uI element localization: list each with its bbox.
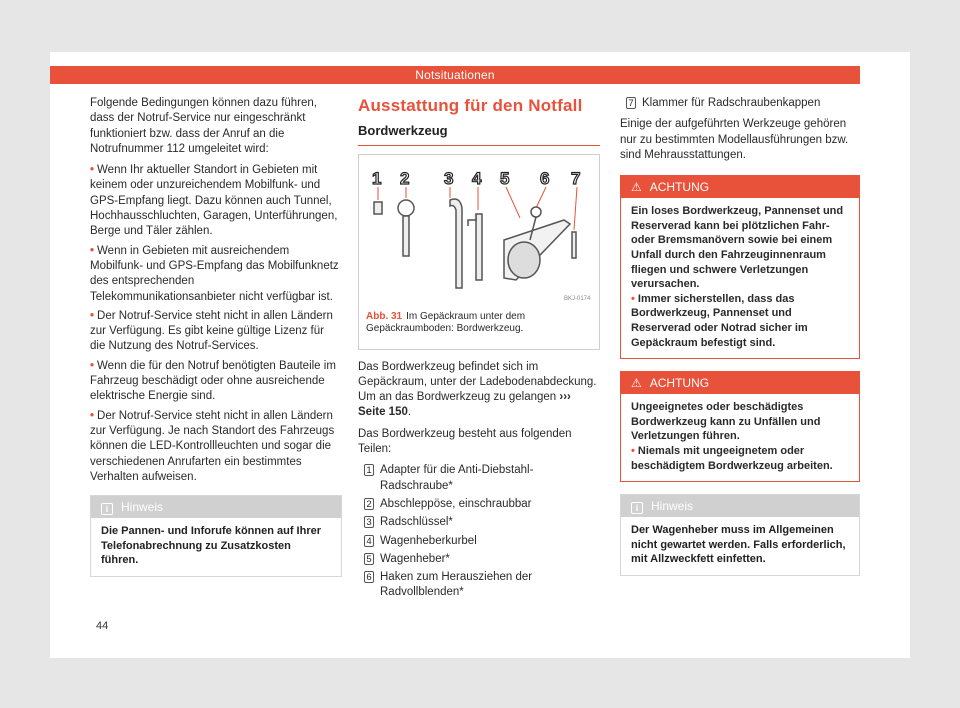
column-middle	[358, 96, 600, 604]
bullet-icon: •	[631, 292, 638, 305]
section-title: Ausstattung für den Notfall	[358, 96, 583, 115]
body-paragraph: Das Bordwerkzeug besteht aus folgenden Teilen:	[358, 427, 572, 456]
hinweis-header: i Hinweis	[91, 496, 341, 518]
bullet-icon: •	[631, 444, 638, 457]
warning-box	[620, 175, 860, 359]
warning-header: ⚠ ACHTUNG	[621, 372, 859, 394]
figure-number-3: 3	[444, 168, 454, 188]
figure-caption: Abb. 31 Im Gepäckraum unter dem Gepäckraumboden: Bordwerkzeug.	[366, 310, 526, 335]
page-number: 44	[96, 620, 109, 632]
list-item: 2 Abschleppöse, einschraubbar	[358, 497, 600, 512]
figure-code: BKJ-0174	[564, 295, 591, 302]
hinweis-box	[90, 495, 342, 577]
list-item: • Wenn in Gebieten mit ausreichendem Mobilfunk- und GPS-Empfang das Mobilfunknetz des entsprechenden Telekommunikationsanbieter nicht verfügbar ist.	[90, 244, 339, 303]
list-item: 5 Wagenheber*	[358, 552, 600, 567]
body-paragraph: Einige der aufgeführten Werkzeuge gehören nur zu bestimmten Modellausführungen bzw. sind Mehrausstattungen.	[620, 118, 849, 161]
bullet-icon: •	[90, 244, 95, 257]
list-item: • Der Notruf-Service steht nicht in allen Ländern zur Verfügung. Je nach Standort des Fahrzeugs können die LED-Kontrollleuchten und sogar die verschiedenen Anrufarten ein bestimmtes Verhalten aufweisen.	[90, 409, 335, 483]
warning-box	[620, 371, 860, 482]
list-item: • Wenn Ihr aktueller Standort in Gebieten mit keinem oder unzureichendem Mobilfunk- und GPS-Empfang liegt. Dazu können auch Tunnel, Hochhausschluchten, Garagen, Unterführungen, Berge und Täler zählen.	[90, 164, 338, 238]
figure-toolkit	[358, 154, 600, 350]
page-reference-link[interactable]: ››› Seite 150	[358, 391, 571, 419]
chapter-header: Notsituationen	[50, 66, 860, 84]
toolkit-illustration	[364, 160, 594, 305]
warning-icon: ⚠	[631, 376, 642, 391]
list-item: • Niemals mit ungeeignetem oder beschädigtem Bordwerkzeug arbeiten.	[631, 444, 833, 472]
warning-icon: ⚠	[631, 180, 642, 195]
list-item: 1 Adapter für die Anti-Diebstahl-Radschraube*	[358, 463, 600, 494]
column-left	[90, 96, 342, 577]
hinweis-text: Die Pannen- und Inforufe können auf Ihrer Telefonabrechnung zu Zusatzkosten führen.	[101, 525, 322, 567]
figure-number-7: 7	[571, 168, 581, 188]
figure-number-2: 2	[400, 168, 410, 188]
info-icon: i	[631, 502, 643, 514]
list-item: • Der Notruf-Service steht nicht in allen Ländern zur Verfügung. Es gibt keine gültige Lizenz für die Nutzung des Notruf-Services.	[90, 309, 333, 353]
column-right	[620, 96, 860, 576]
warning-header: ⚠ ACHTUNG	[621, 176, 859, 198]
list-item: • Immer sicherstellen, dass das Bordwerkzeug, Pannenset und Reserverad oder Notrad sicher im Gepäckraum befestigt sind.	[631, 292, 808, 349]
list-item: 6 Haken zum Herausziehen der Radvollblenden*	[358, 570, 600, 601]
bullet-icon: •	[90, 409, 95, 422]
section-subtitle: Bordwerkzeug	[358, 123, 600, 145]
bullet-icon: •	[90, 164, 95, 177]
list-item: 3 Radschlüssel*	[358, 515, 600, 530]
figure-number-4: 4	[472, 168, 482, 188]
intro-paragraph: Folgende Bedingungen können dazu führen, dass der Notruf-Service nur eingeschränkt funktioniert bzw. dass der Anruf an die Notrufnummer 112 umgeleitet wird:	[90, 97, 317, 155]
figure-number-5: 5	[500, 168, 510, 188]
hinweis-header: i Hinweis	[621, 495, 859, 517]
bullet-icon: •	[90, 359, 95, 372]
bullet-icon: •	[90, 309, 95, 322]
info-icon: i	[101, 503, 113, 515]
figure-number-1: 1	[372, 168, 382, 188]
figure-number-6: 6	[540, 168, 550, 188]
list-item: 7 Klammer für Radschraubenkappen	[620, 96, 860, 111]
body-paragraph: Das Bordwerkzeug befindet sich im Gepäckraum, unter der Ladebodenabdeckung. Um an das Bordwerkzeug zu gelangen ››› Seite 150.	[358, 360, 597, 419]
hinweis-text: Der Wagenheber muss im Allgemeinen nicht gewartet werden. Falls erforderlich, mit Allzweckfett einfetten.	[631, 524, 846, 566]
warning-text: Ein loses Bordwerkzeug, Pannenset und Reserverad kann bei plötzlichen Fahr- oder Bremsmanövern sowie bei einem Unfall durch den Fahrzeuginnenraum fliegen und schwere Verletzungen verursachen. • Immer sicherstellen, dass das Bordwerkzeug, Pannenset und Reserverad oder Notrad sicher im Gepäckraum befestigt sind.	[621, 198, 859, 358]
warning-text: Ungeeignetes oder beschädigtes Bordwerkzeug kann zu Unfällen und Verletzungen führen. • Niemals mit ungeeignetem oder beschädigtem Bordwerkzeug arbeiten.	[621, 394, 859, 481]
list-item: • Wenn die für den Notruf benötigten Bauteile im Fahrzeug beschädigt oder ohne ausreichende elektrische Energie sind.	[90, 359, 336, 403]
list-item: 4 Wagenheberkurbel	[358, 534, 600, 549]
hinweis-box	[620, 494, 860, 576]
